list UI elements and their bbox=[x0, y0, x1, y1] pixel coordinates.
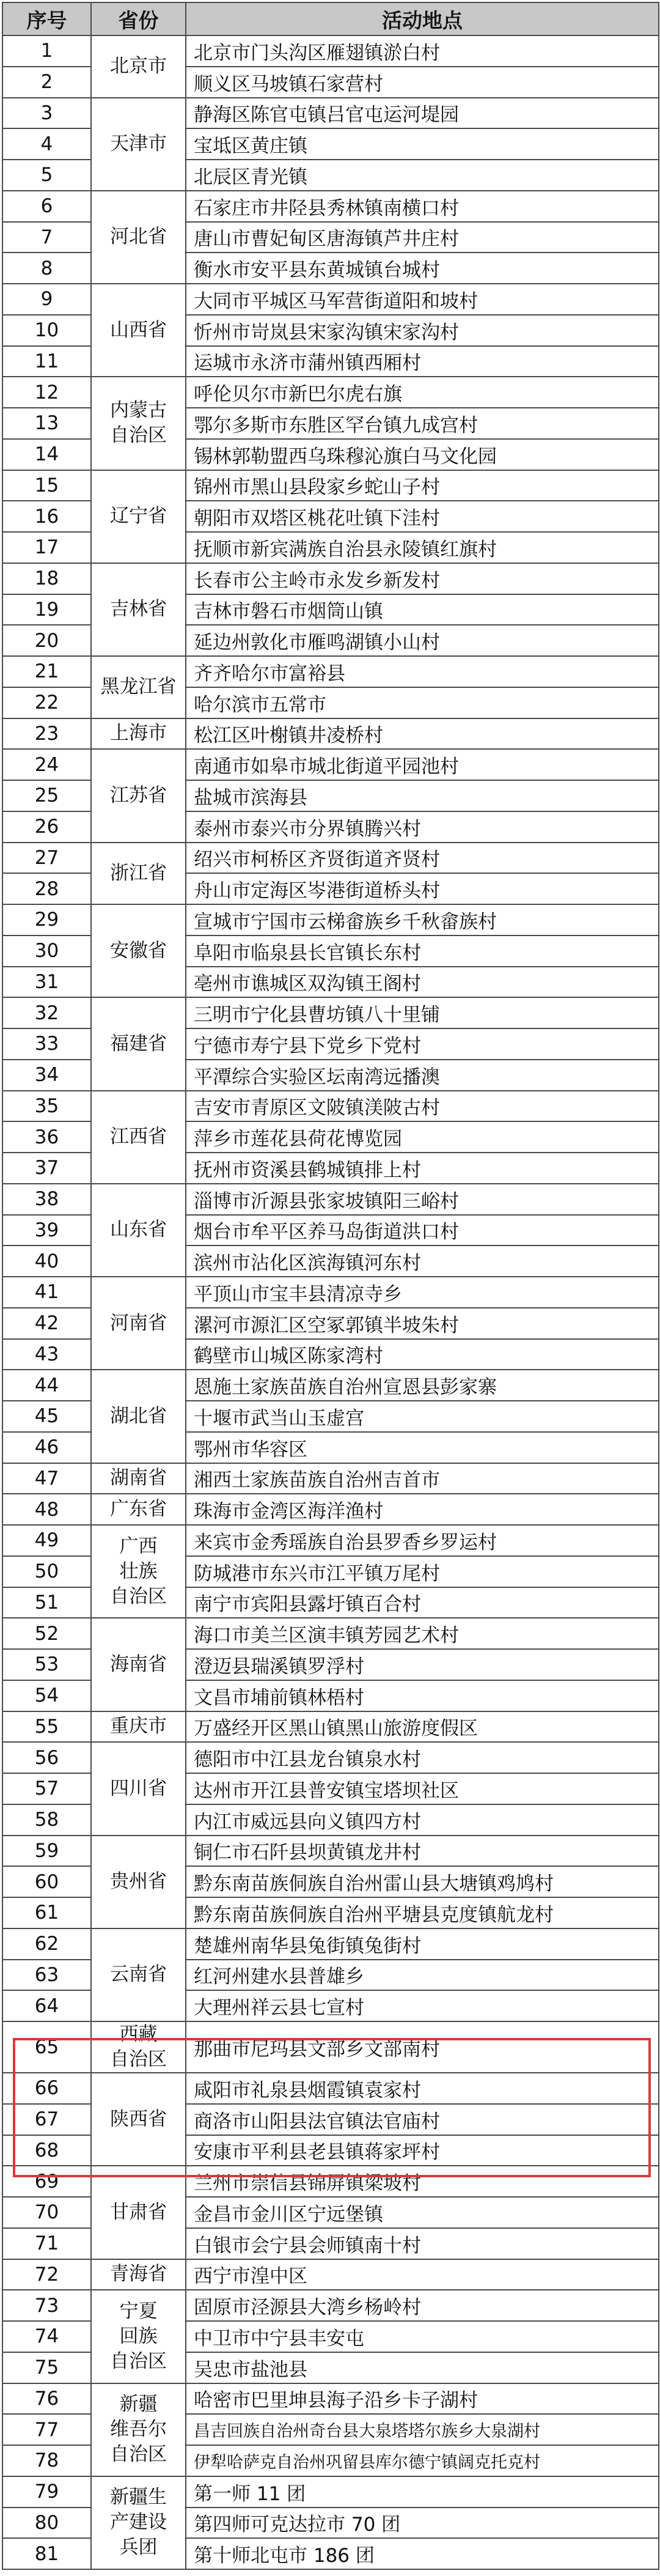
table-row bbox=[2, 1277, 659, 1308]
header-serial-number: 序号 bbox=[2, 2, 91, 35]
activity-site: 北京市门头沟区雁翅镇淤白村 bbox=[186, 35, 659, 67]
row-number: 24 bbox=[2, 749, 91, 780]
province-cell bbox=[91, 1091, 186, 1184]
activity-site: 齐齐哈尔市富裕县 bbox=[186, 656, 659, 687]
activity-site: 衡水市安平县东黄城镇台城村 bbox=[186, 253, 659, 284]
province-cell bbox=[91, 563, 186, 656]
activity-site: 楚雄州南华县兔街镇兔街村 bbox=[186, 1928, 659, 1960]
province-cell bbox=[91, 2383, 186, 2476]
province-name: 江苏省 bbox=[110, 784, 167, 806]
activity-site: 万盛经开区黑山镇黑山旅游度假区 bbox=[186, 1711, 659, 1743]
row-number: 57 bbox=[2, 1773, 91, 1804]
row-number: 39 bbox=[2, 1215, 91, 1246]
activity-site: 珠海市金湾区海洋渔村 bbox=[186, 1494, 659, 1525]
activity-site: 顺义区马坡镇石家营村 bbox=[186, 67, 659, 98]
province-name: 河南省 bbox=[110, 1312, 167, 1334]
province-name: 湖北省 bbox=[110, 1404, 167, 1427]
table-row bbox=[2, 1618, 659, 1649]
province-name: 新疆 维吾尔 自治区 bbox=[110, 2393, 167, 2466]
table-row bbox=[2, 1525, 659, 1556]
activity-site: 鄂尔多斯市东胜区罕台镇九成宫村 bbox=[186, 408, 659, 439]
row-number: 77 bbox=[2, 2414, 91, 2445]
activity-site: 哈密市巴里坤县海子沿乡卡子湖村 bbox=[186, 2383, 659, 2415]
province-cell bbox=[91, 2290, 186, 2383]
activity-site: 那曲市尼玛县文部乡文部南村 bbox=[186, 2021, 659, 2073]
province-cell bbox=[91, 718, 186, 750]
row-number: 64 bbox=[2, 1990, 91, 2021]
activity-site: 固原市泾源县大湾乡杨岭村 bbox=[186, 2290, 659, 2321]
province-name: 江西省 bbox=[110, 1126, 167, 1148]
row-number: 23 bbox=[2, 718, 91, 750]
row-number: 47 bbox=[2, 1463, 91, 1494]
activity-site: 唐山市曹妃甸区唐海镇芦井庄村 bbox=[186, 222, 659, 253]
table-row bbox=[2, 656, 659, 687]
activity-site: 锦州市黑山县段家乡蛇山子村 bbox=[186, 470, 659, 501]
row-number: 81 bbox=[2, 2538, 91, 2569]
row-number: 75 bbox=[2, 2352, 91, 2383]
province-name: 天津市 bbox=[110, 133, 167, 155]
province-cell bbox=[91, 2021, 186, 2073]
table-row bbox=[2, 749, 659, 780]
row-number: 51 bbox=[2, 1587, 91, 1618]
activity-site: 朝阳市双塔区桃花吐镇下洼村 bbox=[186, 501, 659, 532]
activity-site: 平潭综合实验区坛南湾远播澳 bbox=[186, 1060, 659, 1091]
activity-site: 淄博市沂源县张家坡镇阳三峪村 bbox=[186, 1184, 659, 1215]
table-row bbox=[2, 191, 659, 222]
row-number: 53 bbox=[2, 1649, 91, 1680]
activity-site: 长春市公主岭市永发乡新发村 bbox=[186, 563, 659, 594]
row-number: 12 bbox=[2, 377, 91, 408]
row-number: 13 bbox=[2, 408, 91, 439]
activity-site: 大理州祥云县七宣村 bbox=[186, 1990, 659, 2021]
province-cell bbox=[91, 1928, 186, 2021]
activity-site: 防城港市东兴市江平镇万尾村 bbox=[186, 1556, 659, 1587]
province-cell bbox=[91, 904, 186, 997]
province-cell bbox=[91, 2259, 186, 2290]
province-name: 福建省 bbox=[110, 1032, 167, 1055]
row-number: 69 bbox=[2, 2166, 91, 2197]
row-number: 3 bbox=[2, 98, 91, 129]
row-number: 31 bbox=[2, 967, 91, 998]
row-number: 22 bbox=[2, 687, 91, 718]
row-number: 55 bbox=[2, 1711, 91, 1743]
activity-site: 鄂州市华容区 bbox=[186, 1432, 659, 1463]
row-number: 72 bbox=[2, 2259, 91, 2290]
province-cell bbox=[91, 1494, 186, 1525]
province-cell bbox=[91, 2073, 186, 2166]
activity-site: 松江区叶榭镇井凌桥村 bbox=[186, 718, 659, 750]
province-name: 新疆生 产建设 兵团 bbox=[110, 2486, 167, 2559]
activity-site: 商洛市山阳县法官镇法官庙村 bbox=[186, 2104, 659, 2135]
province-name: 陕西省 bbox=[110, 2108, 167, 2130]
header-activity-site: 活动地点 bbox=[186, 2, 659, 35]
province-name: 山东省 bbox=[110, 1219, 167, 1241]
activity-site: 安康市平利县老县镇蒋家坪村 bbox=[186, 2135, 659, 2166]
table-row bbox=[2, 563, 659, 594]
table-row bbox=[2, 1091, 659, 1122]
province-name: 贵州省 bbox=[110, 1870, 167, 1893]
activity-site: 南宁市宾阳县露圩镇百合村 bbox=[186, 1587, 659, 1618]
row-number: 60 bbox=[2, 1866, 91, 1897]
province-name: 山西省 bbox=[110, 319, 167, 341]
province-cell bbox=[91, 2476, 186, 2569]
row-number: 34 bbox=[2, 1060, 91, 1091]
row-number: 27 bbox=[2, 843, 91, 874]
activity-site: 文昌市埔前镇林梧村 bbox=[186, 1680, 659, 1711]
province-cell bbox=[91, 1618, 186, 1711]
activity-site: 金昌市金川区宁远堡镇 bbox=[186, 2197, 659, 2228]
row-number: 17 bbox=[2, 532, 91, 563]
province-cell bbox=[91, 1742, 186, 1835]
province-cell bbox=[91, 1711, 186, 1743]
row-number: 50 bbox=[2, 1556, 91, 1587]
province-cell bbox=[91, 656, 186, 718]
activity-site: 伊犁哈萨克自治州巩留县库尔德宁镇阔克托克村 bbox=[186, 2445, 659, 2476]
province-cell bbox=[91, 2166, 186, 2259]
province-name: 辽宁省 bbox=[110, 505, 167, 528]
activity-site: 舟山市定海区岑港街道桥头村 bbox=[186, 873, 659, 904]
activity-site: 忻州市岢岚县宋家沟镇宋家沟村 bbox=[186, 315, 659, 346]
row-number: 54 bbox=[2, 1680, 91, 1711]
table-row bbox=[2, 1836, 659, 1867]
activity-site: 绍兴市柯桥区齐贤街道齐贤村 bbox=[186, 843, 659, 874]
row-number: 26 bbox=[2, 811, 91, 843]
activity-site: 泰州市泰兴市分界镇腾兴村 bbox=[186, 811, 659, 843]
activity-site: 黔东南苗族侗族自治州雷山县大塘镇鸡鸠村 bbox=[186, 1866, 659, 1897]
row-number: 7 bbox=[2, 222, 91, 253]
row-number: 70 bbox=[2, 2197, 91, 2228]
table-header bbox=[2, 2, 659, 35]
activity-site: 漯河市源汇区空冢郭镇半坡朱村 bbox=[186, 1308, 659, 1339]
province-name: 浙江省 bbox=[110, 862, 167, 884]
province-cell bbox=[91, 1463, 186, 1494]
table-row bbox=[2, 1370, 659, 1401]
row-number: 18 bbox=[2, 563, 91, 594]
row-number: 76 bbox=[2, 2383, 91, 2415]
province-name: 宁夏 回族 自治区 bbox=[110, 2300, 167, 2372]
row-number: 63 bbox=[2, 1960, 91, 1991]
province-cell bbox=[91, 997, 186, 1090]
activity-sites-table bbox=[2, 2, 659, 2570]
row-number: 14 bbox=[2, 439, 91, 470]
activity-site: 哈尔滨市五常市 bbox=[186, 687, 659, 718]
row-number: 16 bbox=[2, 501, 91, 532]
activity-site: 平顶山市宝丰县清凉寺乡 bbox=[186, 1277, 659, 1308]
province-name: 云南省 bbox=[110, 1963, 167, 1986]
table-row bbox=[2, 718, 659, 750]
activity-site: 澄迈县瑞溪镇罗浮村 bbox=[186, 1649, 659, 1680]
row-number: 49 bbox=[2, 1525, 91, 1556]
activity-site: 锡林郭勒盟西乌珠穆沁旗白马文化园 bbox=[186, 439, 659, 470]
row-number: 43 bbox=[2, 1339, 91, 1370]
table-row bbox=[2, 997, 659, 1028]
row-number: 33 bbox=[2, 1028, 91, 1060]
activity-site: 西宁市湟中区 bbox=[186, 2259, 659, 2290]
table-row bbox=[2, 1494, 659, 1525]
activity-site: 恩施土家族苗族自治州宣恩县彭家寨 bbox=[186, 1370, 659, 1401]
row-number: 30 bbox=[2, 936, 91, 967]
activity-site: 宣城市宁国市云梯畲族乡千秋畲族村 bbox=[186, 904, 659, 936]
table-row bbox=[2, 2166, 659, 2197]
row-number: 41 bbox=[2, 1277, 91, 1308]
header-row bbox=[2, 2, 659, 35]
activity-site: 运城市永济市蒲州镇西厢村 bbox=[186, 346, 659, 377]
row-number: 37 bbox=[2, 1153, 91, 1184]
activity-site: 抚顺市新宾满族自治县永陵镇红旗村 bbox=[186, 532, 659, 563]
table-row bbox=[2, 35, 659, 67]
province-name: 广东省 bbox=[110, 1498, 167, 1521]
activity-site: 鹤壁市山城区陈家湾村 bbox=[186, 1339, 659, 1370]
table-row bbox=[2, 904, 659, 936]
province-name: 海南省 bbox=[110, 1653, 167, 1675]
row-number: 44 bbox=[2, 1370, 91, 1401]
province-cell bbox=[91, 284, 186, 377]
row-number: 46 bbox=[2, 1432, 91, 1463]
activity-site: 阜阳市临泉县长官镇长东村 bbox=[186, 936, 659, 967]
table-row bbox=[2, 284, 659, 315]
activity-site: 北辰区青光镇 bbox=[186, 160, 659, 191]
activity-site: 第十师北屯市 186 团 bbox=[186, 2538, 659, 2569]
row-number: 28 bbox=[2, 873, 91, 904]
row-number: 68 bbox=[2, 2135, 91, 2166]
activity-site: 湘西土家族苗族自治州吉首市 bbox=[186, 1463, 659, 1494]
table-row bbox=[2, 1463, 659, 1494]
activity-site: 盐城市滨海县 bbox=[186, 780, 659, 811]
activity-site: 延边州敦化市雁鸣湖镇小山村 bbox=[186, 625, 659, 656]
row-number: 80 bbox=[2, 2508, 91, 2539]
row-number: 61 bbox=[2, 1897, 91, 1928]
activity-site: 亳州市谯城区双沟镇王阁村 bbox=[186, 967, 659, 998]
row-number: 59 bbox=[2, 1836, 91, 1867]
activity-site: 白银市会宁县会师镇南十村 bbox=[186, 2228, 659, 2259]
row-number: 58 bbox=[2, 1804, 91, 1836]
activity-site: 十堰市武当山玉虚宫 bbox=[186, 1401, 659, 1432]
table-body bbox=[2, 35, 659, 2569]
row-number: 38 bbox=[2, 1184, 91, 1215]
activity-site: 抚州市资溪县鹤城镇排上村 bbox=[186, 1153, 659, 1184]
province-cell bbox=[91, 1370, 186, 1463]
row-number: 20 bbox=[2, 625, 91, 656]
province-cell bbox=[91, 749, 186, 842]
table-row bbox=[2, 2021, 659, 2073]
table-row bbox=[2, 1711, 659, 1743]
table-row bbox=[2, 2073, 659, 2104]
province-cell bbox=[91, 1836, 186, 1928]
table-row bbox=[2, 2290, 659, 2321]
province-name: 北京市 bbox=[110, 55, 167, 78]
province-name: 黑龙江省 bbox=[100, 676, 177, 698]
table-row bbox=[2, 843, 659, 874]
activity-site: 达州市开江县普安镇宝塔坝社区 bbox=[186, 1773, 659, 1804]
row-number: 71 bbox=[2, 2228, 91, 2259]
activity-site: 中卫市中宁县丰安屯 bbox=[186, 2321, 659, 2352]
province-name: 西藏 自治区 bbox=[110, 2023, 167, 2070]
activity-site: 黔东南苗族侗族自治州平塘县克度镇航龙村 bbox=[186, 1897, 659, 1928]
table-row bbox=[2, 2259, 659, 2290]
activity-site: 第四师可克达拉市 70 团 bbox=[186, 2508, 659, 2539]
activity-site: 铜仁市石阡县坝黄镇龙井村 bbox=[186, 1836, 659, 1867]
row-number: 8 bbox=[2, 253, 91, 284]
province-name: 四川省 bbox=[110, 1777, 167, 1799]
activity-site: 海口市美兰区演丰镇芳园艺术村 bbox=[186, 1618, 659, 1649]
row-number: 79 bbox=[2, 2476, 91, 2508]
province-name: 上海市 bbox=[110, 722, 167, 745]
row-number: 2 bbox=[2, 67, 91, 98]
row-number: 15 bbox=[2, 470, 91, 501]
activity-site: 滨州市沾化区滨海镇河东村 bbox=[186, 1246, 659, 1277]
row-number: 25 bbox=[2, 780, 91, 811]
row-number: 6 bbox=[2, 191, 91, 222]
activity-site: 静海区陈官屯镇吕官屯运河堤园 bbox=[186, 98, 659, 129]
row-number: 42 bbox=[2, 1308, 91, 1339]
table-row bbox=[2, 377, 659, 408]
row-number: 11 bbox=[2, 346, 91, 377]
activity-site: 三明市宁化县曹坊镇八十里铺 bbox=[186, 997, 659, 1028]
row-number: 62 bbox=[2, 1928, 91, 1960]
province-cell bbox=[91, 98, 186, 191]
activity-site: 昌吉回族自治州奇台县大泉塔塔尔族乡大泉湖村 bbox=[186, 2414, 659, 2445]
province-cell bbox=[91, 843, 186, 905]
row-number: 10 bbox=[2, 315, 91, 346]
province-cell bbox=[91, 470, 186, 563]
row-number: 40 bbox=[2, 1246, 91, 1277]
activity-site: 萍乡市莲花县荷花博览园 bbox=[186, 1121, 659, 1153]
row-number: 66 bbox=[2, 2073, 91, 2104]
province-name: 重庆市 bbox=[110, 1715, 167, 1738]
activity-site: 呼伦贝尔市新巴尔虎右旗 bbox=[186, 377, 659, 408]
province-name: 吉林省 bbox=[110, 598, 167, 621]
province-cell bbox=[91, 191, 186, 284]
activity-site: 宁德市寿宁县下党乡下党村 bbox=[186, 1028, 659, 1060]
province-name: 广西 壮族 自治区 bbox=[110, 1535, 167, 1607]
activity-site: 内江市威远县向义镇四方村 bbox=[186, 1804, 659, 1836]
province-name: 内蒙古 自治区 bbox=[110, 399, 167, 447]
province-cell bbox=[91, 377, 186, 470]
row-number: 78 bbox=[2, 2445, 91, 2476]
table-row bbox=[2, 2476, 659, 2508]
activity-site: 宝坻区黄庄镇 bbox=[186, 128, 659, 160]
row-number: 36 bbox=[2, 1121, 91, 1153]
province-name: 青海省 bbox=[110, 2263, 167, 2286]
activity-site: 兰州市崇信县锦屏镇梁坡村 bbox=[186, 2166, 659, 2197]
row-number: 35 bbox=[2, 1091, 91, 1122]
activity-site: 咸阳市礼泉县烟霞镇袁家村 bbox=[186, 2073, 659, 2104]
activity-site: 石家庄市井陉县秀林镇南横口村 bbox=[186, 191, 659, 222]
province-cell bbox=[91, 35, 186, 98]
row-number: 67 bbox=[2, 2104, 91, 2135]
province-name: 甘肃省 bbox=[110, 2201, 167, 2223]
row-number: 32 bbox=[2, 997, 91, 1028]
row-number: 19 bbox=[2, 594, 91, 626]
row-number: 65 bbox=[2, 2021, 91, 2073]
row-number: 73 bbox=[2, 2290, 91, 2321]
province-name: 湖南省 bbox=[110, 1467, 167, 1489]
province-cell bbox=[91, 1184, 186, 1277]
row-number: 52 bbox=[2, 1618, 91, 1649]
table-row bbox=[2, 1184, 659, 1215]
province-name: 河北省 bbox=[110, 226, 167, 248]
row-number: 56 bbox=[2, 1742, 91, 1773]
row-number: 9 bbox=[2, 284, 91, 315]
table-row bbox=[2, 98, 659, 129]
activity-site: 吉林市磐石市烟筒山镇 bbox=[186, 594, 659, 626]
activity-site: 南通市如皋市城北街道平园池村 bbox=[186, 749, 659, 780]
activity-site: 红河州建水县普雄乡 bbox=[186, 1960, 659, 1991]
row-number: 4 bbox=[2, 128, 91, 160]
table-row bbox=[2, 2383, 659, 2415]
activity-site: 第一师 11 团 bbox=[186, 2476, 659, 2508]
row-number: 5 bbox=[2, 160, 91, 191]
header-province: 省份 bbox=[91, 2, 186, 35]
activity-site: 来宾市金秀瑶族自治县罗香乡罗运村 bbox=[186, 1525, 659, 1556]
row-number: 45 bbox=[2, 1401, 91, 1432]
row-number: 29 bbox=[2, 904, 91, 936]
activity-site: 烟台市牟平区养马岛街道洪口村 bbox=[186, 1215, 659, 1246]
province-cell bbox=[91, 1525, 186, 1618]
row-number: 1 bbox=[2, 35, 91, 67]
province-name: 安徽省 bbox=[110, 939, 167, 962]
row-number: 48 bbox=[2, 1494, 91, 1525]
table-row bbox=[2, 470, 659, 501]
row-number: 21 bbox=[2, 656, 91, 687]
activity-site: 吴忠市盐池县 bbox=[186, 2352, 659, 2383]
row-number: 74 bbox=[2, 2321, 91, 2352]
table-row bbox=[2, 1928, 659, 1960]
activity-site: 德阳市中江县龙台镇泉水村 bbox=[186, 1742, 659, 1773]
activity-sites-sheet bbox=[2, 2, 658, 2574]
activity-site: 大同市平城区马军营街道阳和坡村 bbox=[186, 284, 659, 315]
activity-site: 吉安市青原区文陂镇渼陂古村 bbox=[186, 1091, 659, 1122]
table-row bbox=[2, 1742, 659, 1773]
province-cell bbox=[91, 1277, 186, 1370]
